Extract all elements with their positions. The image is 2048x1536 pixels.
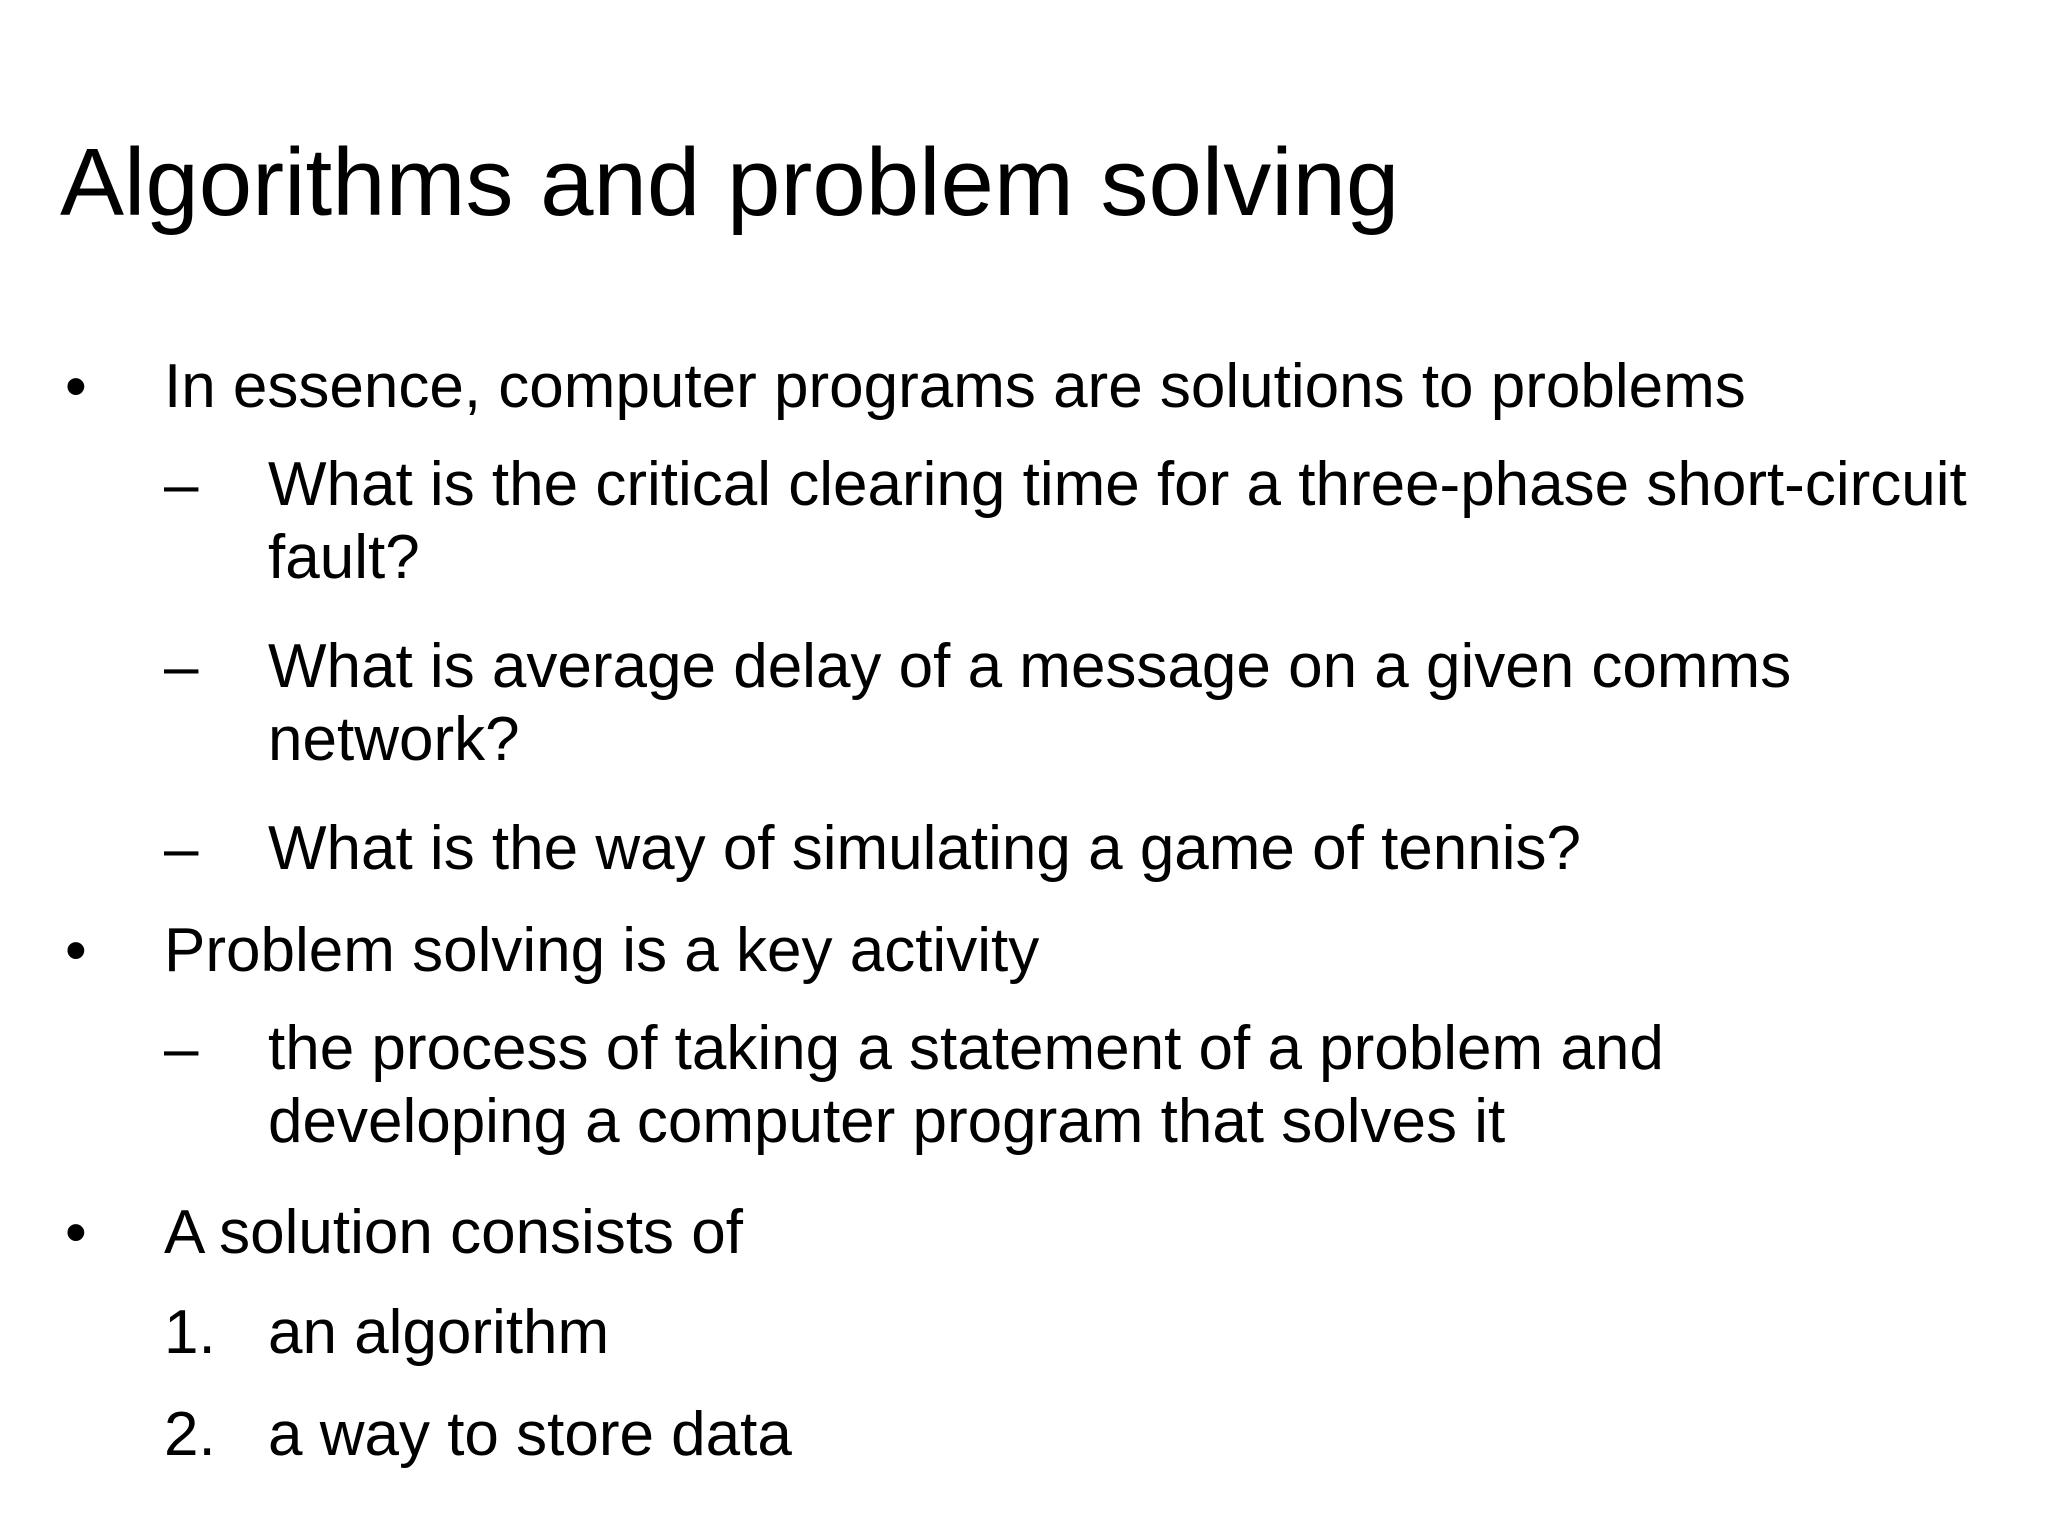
sub-bullet-item	[164, 1012, 1908, 1158]
dash-marker: –	[164, 814, 199, 883]
dash-marker: –	[164, 632, 199, 701]
sub-bullet-item	[164, 448, 1978, 594]
sub-bullet-text: the process of taking a statement of a problem and developing a computer program that solves it	[268, 1014, 1664, 1157]
bullet-marker: •	[65, 1198, 87, 1267]
slide-title: Algorithms and problem solving	[60, 129, 1400, 236]
bullet-item	[65, 914, 2004, 987]
sub-bullet-item	[164, 630, 1958, 776]
numbered-text: a way to store data	[268, 1400, 792, 1469]
numbered-item	[164, 1296, 2008, 1369]
bullet-item	[65, 1196, 2004, 1269]
bullet-marker: •	[65, 352, 87, 421]
numbered-text: an algorithm	[268, 1298, 610, 1367]
dash-marker: –	[164, 1014, 199, 1083]
sub-bullet-text: What is the critical clearing time for a three-phase short-circuit fault?	[268, 450, 1967, 593]
sub-bullet-item	[164, 812, 2008, 885]
sub-bullet-text: What is the way of simulating a game of tennis?	[268, 814, 1581, 883]
bullet-item	[65, 350, 2004, 423]
numbered-item	[164, 1398, 2008, 1471]
bullet-marker: •	[65, 916, 87, 985]
bullet-text: A solution consists of	[164, 1198, 743, 1267]
bullet-text: Problem solving is a key activity	[164, 916, 1040, 985]
number-marker: 1.	[164, 1298, 216, 1367]
number-marker: 2.	[164, 1400, 216, 1469]
sub-bullet-text: What is average delay of a message on a given comms network?	[268, 632, 1792, 775]
dash-marker: –	[164, 450, 199, 519]
bullet-text: In essence, computer programs are solutions to problems	[164, 352, 1746, 421]
